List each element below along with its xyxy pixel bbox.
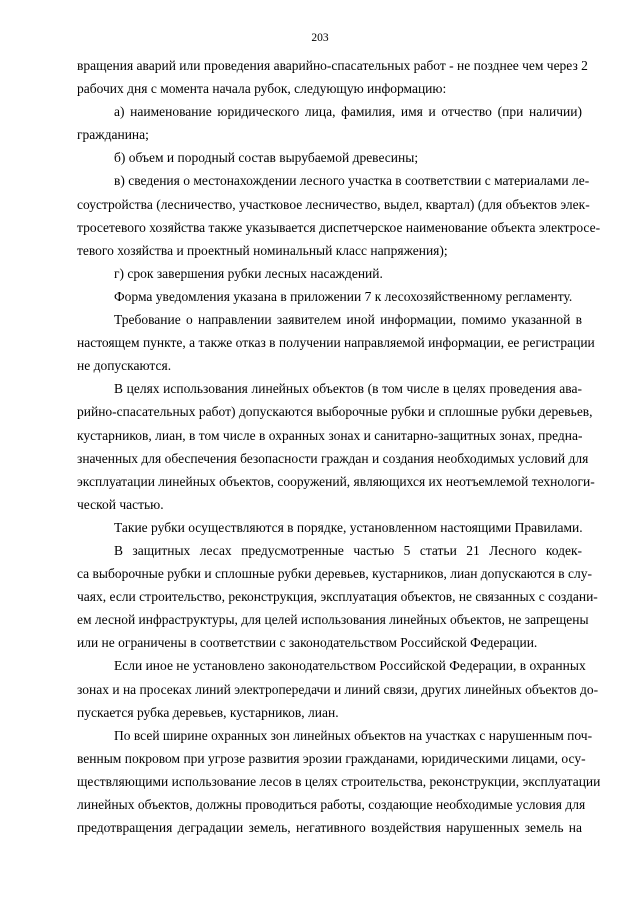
text-line: пускается рубка деревьев, кустарников, лиан. (77, 704, 339, 720)
text-line: рабочих дня с момента начала рубок, следующую информацию: (77, 81, 447, 97)
text-line: Форма уведомления указана в приложении 7 к лесохозяйственному регламенту. (114, 288, 573, 304)
text-line: тросетевого хозяйства также указывается диспетчерское наименование объекта электросе- (77, 219, 601, 235)
text-line: не допускаются. (77, 358, 172, 374)
text-line: вращения аварий или проведения аварийно-спасательных работ - не позднее чем через 2 (77, 58, 588, 73)
text-line: настоящем пункте, а также отказ в получении направляемой информации, ее регистрации (77, 335, 595, 351)
text-line: В целях использования линейных объектов (в том числе в целях проведения ава- (114, 381, 582, 397)
text-line: линейных объектов, должны проводиться работы, создающие необходимые условия для (77, 797, 586, 812)
text-line: са выборочные рубки и сплошные рубки деревьев, кустарников, лиан допускаются в слу- (77, 566, 593, 582)
body-text (77, 54, 601, 839)
text-line: В защитных лесах предусмотренные частью 5 статьи 21 Лесного кодек- (114, 542, 582, 558)
text-line: а) наименование юридического лица, фамилия, имя и отчество (при наличии) (114, 104, 582, 120)
text-line: значенных для обеспечения безопасности граждан и создания необходимых условий для (77, 450, 589, 466)
text-line: Такие рубки осуществляются в порядке, установленном настоящими Правилами. (114, 519, 583, 535)
text-line: эксплуатации линейных объектов, сооружений, являющихся их неотъемлемой технологи- (77, 473, 595, 489)
text-line: б) объем и породный состав вырубаемой древесины; (114, 150, 419, 166)
text-line: или не ограничены в соответствии с законодательством Российской Федерации. (77, 635, 538, 651)
text-line: г) срок завершения рубки лесных насаждений. (114, 265, 383, 281)
text-line: По всей ширине охранных зон линейных объектов на участках с нарушенным поч- (114, 727, 593, 743)
text-line: кустарников, лиан, в том числе в охранных зонах и санитарно-защитных зонах, предна- (77, 427, 583, 443)
text-line: Если иное не установлено законодательством Российской Федерации, в охранных (114, 658, 586, 674)
text-line: чаях, если строительство, реконструкция, эксплуатация объектов, не связанных с создани- (77, 589, 598, 605)
text-line: рийно-спасательных работ) допускаются выборочные рубки и сплошные рубки деревьев, (77, 404, 593, 420)
text-line: ществляющими использование лесов в целях строительства, реконструкции, эксплуатации (77, 773, 601, 789)
text-line: зонах и на просеках линий электропередачи и линий связи, других линейных объектов до- (77, 681, 599, 697)
text-line: в) сведения о местонахождении лесного участка в соответствии с материалами ле- (114, 173, 590, 189)
page-number: 203 (311, 32, 329, 44)
text-line: тевого хозяйства и проектный номинальный класс напряжения); (77, 242, 448, 258)
text-line: венным покровом при угрозе развития эрозии гражданами, юридическими лицами, осу- (77, 750, 586, 766)
text-line: соустройства (лесничество, участковое лесничество, выдел, квартал) (для объектов элек- (77, 196, 590, 212)
text-line: Требование о направлении заявителем иной информации, помимо указанной в (114, 312, 582, 328)
text-line: ческой частью. (77, 496, 164, 512)
text-line: гражданина; (77, 127, 149, 143)
text-line: предотвращения деградации земель, негативного воздействия нарушенных земель на (77, 820, 582, 836)
text-line: ем лесной инфраструктуры, для целей использования линейных объектов, не запрещены (77, 612, 589, 628)
